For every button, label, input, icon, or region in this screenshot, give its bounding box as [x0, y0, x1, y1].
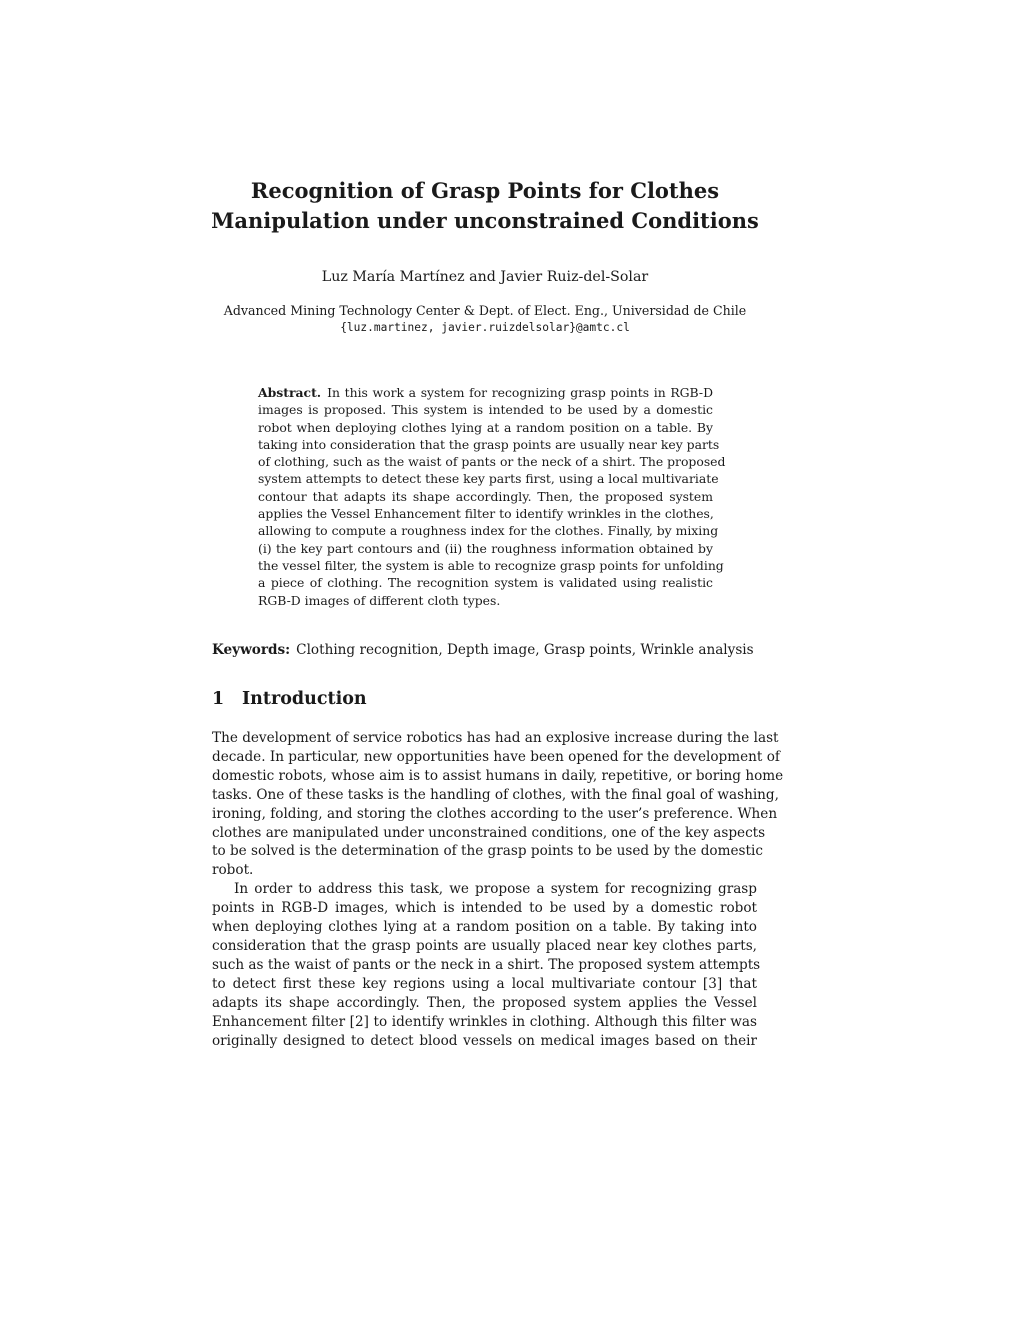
section-heading — [212, 688, 757, 710]
body-line: adapts its shape accordingly. Then, the proposed system applies the Vessel — [212, 994, 757, 1011]
body-line: when deploying clothes lying at a random position on a table. By taking into — [212, 919, 757, 936]
abstract-line: robot when deploying clothes lying at a random position on a table. By — [258, 419, 713, 435]
body-line: originally designed to detect blood vessels on medical images based on their — [212, 1032, 757, 1049]
body-line: such as the waist of pants or the neck in a shirt. The proposed system attempts — [212, 956, 761, 973]
affiliation — [180, 302, 790, 336]
body-line: The development of service robotics has had an explosive increase during the last — [212, 730, 779, 746]
body-line: ironing, folding, and storing the clothes according to the user’s preference. When — [212, 805, 778, 822]
title-line-1: Recognition of Grasp Points for Clothes — [250, 178, 720, 203]
body-line: Enhancement filter [2] to identify wrinkles in clothing. Although this filter was — [212, 1013, 757, 1030]
section-number: 1 — [212, 689, 225, 709]
body-line: robot. — [212, 862, 254, 879]
abstract-line: contour that adapts its shape accordingly. Then, the proposed system — [258, 488, 713, 504]
abstract-line: applies the Vessel Enhancement filter to identify wrinkles in the clothes, — [258, 506, 714, 522]
section-title: Introduction — [242, 689, 367, 709]
abstract-line: system attempts to detect these key parts first, using a local multivariate — [258, 471, 719, 487]
author-emails: {luz.martinez, javier.ruizdelsolar}@amtc.cl — [340, 321, 630, 334]
body-line: consideration that the grasp points are usually placed near key clothes parts, — [212, 937, 757, 954]
abstract-line: of clothing, such as the waist of pants or the neck of a shirt. The proposed — [258, 454, 726, 470]
abstract-line: allowing to compute a roughness index for the clothes. Finally, by mixing — [258, 523, 719, 539]
body-line: to detect first these key regions using a local multivariate contour [3] that — [212, 975, 757, 992]
keywords-text: Clothing recognition, Depth image, Grasp points, Wrinkle analysis — [296, 642, 754, 658]
abstract-line — [258, 384, 713, 401]
body-line: points in RGB-D images, which is intended to be used by a domestic robot — [212, 900, 757, 917]
paper-title — [180, 176, 790, 236]
abstract — [258, 384, 726, 609]
abstract-line: images is proposed. This system is intended to be used by a domestic — [258, 402, 713, 418]
keywords-label: Keywords: — [212, 642, 291, 658]
abstract-line: a piece of clothing. The recognition system is validated using realistic — [258, 575, 713, 591]
abstract-line: RGB-D images of different cloth types. — [258, 592, 501, 608]
body-line: In order to address this task, we propose a system for recognizing grasp — [234, 881, 757, 898]
body-text — [212, 729, 784, 1050]
title-line-2: Manipulation under unconstrained Conditions — [211, 208, 759, 233]
abstract-line: (i) the key part contours and (ii) the roughness information obtained by — [258, 540, 713, 556]
affiliation-line: Advanced Mining Technology Center & Dept. of Elect. Eng., Universidad de Chile — [223, 303, 747, 318]
body-line: domestic robots, whose aim is to assist humans in daily, repetitive, or boring home — [212, 767, 784, 784]
abstract-line: taking into consideration that the grasp points are usually near key parts — [258, 436, 720, 452]
abstract-label: Abstract. — [258, 385, 322, 400]
body-line: tasks. One of these tasks is the handling of clothes, with the final goal of washing, — [212, 786, 779, 803]
abstract-line: the vessel filter, the system is able to recognize grasp points for unfolding — [258, 557, 724, 573]
author-list: Luz María Martínez and Javier Ruiz-del-Solar — [321, 269, 649, 285]
body-line: clothes are manipulated under unconstrained conditions, one of the key aspects — [212, 824, 766, 841]
keywords — [212, 641, 757, 659]
abstract-line-text: In this work a system for recognizing grasp points in RGB-D — [327, 385, 713, 400]
body-line: decade. In particular, new opportunities have been opened for the development of — [212, 748, 780, 765]
body-line: to be solved is the determination of the grasp points to be used by the domestic — [212, 843, 763, 860]
